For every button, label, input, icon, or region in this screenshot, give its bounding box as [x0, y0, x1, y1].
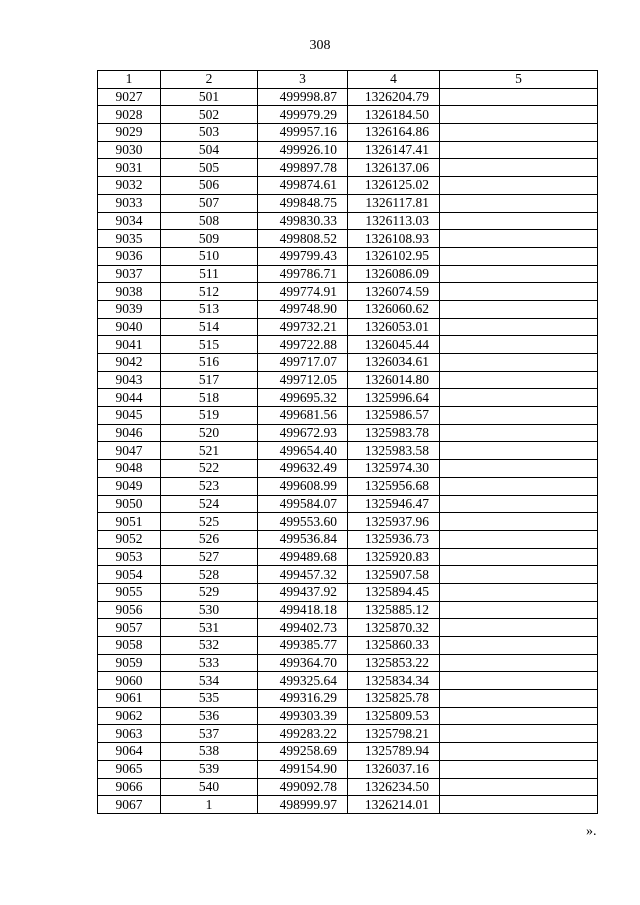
- table-cell: 539: [161, 760, 258, 778]
- table-row: [98, 354, 598, 372]
- table-cell: 1326060.62: [348, 300, 440, 318]
- table-cell: 1325946.47: [348, 495, 440, 513]
- table-cell: 9046: [98, 424, 161, 442]
- table-cell: [440, 760, 598, 778]
- table-cell: [440, 177, 598, 195]
- table-cell: 527: [161, 548, 258, 566]
- page-number: 308: [309, 38, 331, 53]
- table-cell: 523: [161, 477, 258, 495]
- table-cell: 498999.97: [258, 796, 348, 814]
- table-cell: [440, 283, 598, 301]
- table-cell: 499437.92: [258, 583, 348, 601]
- table-cell: 9057: [98, 619, 161, 637]
- table-cell: [440, 460, 598, 478]
- table-cell: [440, 106, 598, 124]
- table-cell: 499926.10: [258, 141, 348, 159]
- table-cell: 519: [161, 407, 258, 425]
- table-cell: [440, 583, 598, 601]
- table-row: [98, 318, 598, 336]
- table-cell: [440, 778, 598, 796]
- table-row: [98, 637, 598, 655]
- table-row: [98, 389, 598, 407]
- table-cell: 517: [161, 371, 258, 389]
- table-cell: 1326102.95: [348, 247, 440, 265]
- table-row: [98, 725, 598, 743]
- table-cell: 9047: [98, 442, 161, 460]
- table-cell: 506: [161, 177, 258, 195]
- table-cell: 499632.49: [258, 460, 348, 478]
- table-cell: 9033: [98, 194, 161, 212]
- table-cell: 9062: [98, 707, 161, 725]
- table-cell: 9040: [98, 318, 161, 336]
- table-cell: 9056: [98, 601, 161, 619]
- table-cell: 518: [161, 389, 258, 407]
- table-cell: [440, 743, 598, 761]
- table-row: [98, 247, 598, 265]
- table-row: [98, 460, 598, 478]
- table-cell: 9027: [98, 88, 161, 106]
- table-cell: 508: [161, 212, 258, 230]
- table-cell: 9049: [98, 477, 161, 495]
- table-cell: [440, 265, 598, 283]
- table-cell: 532: [161, 637, 258, 655]
- table-cell: 499654.40: [258, 442, 348, 460]
- table-cell: 499283.22: [258, 725, 348, 743]
- table-cell: [440, 513, 598, 531]
- table-cell: 522: [161, 460, 258, 478]
- table-row: [98, 141, 598, 159]
- table-cell: [440, 407, 598, 425]
- table-cell: 526: [161, 530, 258, 548]
- table-cell: 9028: [98, 106, 161, 124]
- table-cell: 1325974.30: [348, 460, 440, 478]
- table-cell: [440, 212, 598, 230]
- table-cell: 9043: [98, 371, 161, 389]
- table-cell: 509: [161, 230, 258, 248]
- table-row: [98, 336, 598, 354]
- table-row: [98, 760, 598, 778]
- table-cell: 499489.68: [258, 548, 348, 566]
- table-cell: 1325936.73: [348, 530, 440, 548]
- table-cell: 499712.05: [258, 371, 348, 389]
- table-cell: [440, 530, 598, 548]
- table-cell: 1325789.94: [348, 743, 440, 761]
- table-cell: 1325894.45: [348, 583, 440, 601]
- table-cell: 1325809.53: [348, 707, 440, 725]
- table-cell: 1325937.96: [348, 513, 440, 531]
- table-cell: [440, 601, 598, 619]
- table-row: [98, 88, 598, 106]
- table-cell: 499848.75: [258, 194, 348, 212]
- table-cell: 9053: [98, 548, 161, 566]
- table-cell: 1326125.02: [348, 177, 440, 195]
- table-cell: 1325834.34: [348, 672, 440, 690]
- table-cell: [440, 141, 598, 159]
- table-cell: 507: [161, 194, 258, 212]
- table-cell: 9054: [98, 566, 161, 584]
- table-cell: 499874.61: [258, 177, 348, 195]
- table-cell: 540: [161, 778, 258, 796]
- table-row: [98, 513, 598, 531]
- table-row: [98, 177, 598, 195]
- table-row: [98, 778, 598, 796]
- table-cell: [440, 566, 598, 584]
- table-cell: 9030: [98, 141, 161, 159]
- table-cell: 9032: [98, 177, 161, 195]
- table-cell: [440, 495, 598, 513]
- table-cell: 499672.93: [258, 424, 348, 442]
- table-body: [98, 88, 598, 813]
- table-cell: 9037: [98, 265, 161, 283]
- table-cell: 1326204.79: [348, 88, 440, 106]
- table-cell: 1325885.12: [348, 601, 440, 619]
- table-cell: 9045: [98, 407, 161, 425]
- table-cell: [440, 637, 598, 655]
- table-cell: 1326117.81: [348, 194, 440, 212]
- table-cell: 1326214.01: [348, 796, 440, 814]
- table-cell: 9029: [98, 124, 161, 142]
- table-cell: 499154.90: [258, 760, 348, 778]
- column-header-5: 5: [440, 71, 598, 89]
- table-cell: 499722.88: [258, 336, 348, 354]
- table-cell: [440, 619, 598, 637]
- table-cell: 499316.29: [258, 690, 348, 708]
- table-cell: 525: [161, 513, 258, 531]
- table-cell: 499998.87: [258, 88, 348, 106]
- table-cell: 515: [161, 336, 258, 354]
- table-cell: [440, 796, 598, 814]
- table-cell: 499325.64: [258, 672, 348, 690]
- table-cell: 9044: [98, 389, 161, 407]
- table-cell: 9034: [98, 212, 161, 230]
- table-cell: 501: [161, 88, 258, 106]
- table-cell: 1325920.83: [348, 548, 440, 566]
- table-cell: [440, 725, 598, 743]
- table-cell: 9052: [98, 530, 161, 548]
- table-cell: 9061: [98, 690, 161, 708]
- table-cell: 9048: [98, 460, 161, 478]
- table-cell: 535: [161, 690, 258, 708]
- table-cell: 1326234.50: [348, 778, 440, 796]
- table-cell: 9059: [98, 654, 161, 672]
- table-cell: 513: [161, 300, 258, 318]
- table-cell: 1326034.61: [348, 354, 440, 372]
- closing-quote-mark: ».: [586, 824, 597, 839]
- table-cell: 528: [161, 566, 258, 584]
- table-cell: 1325870.32: [348, 619, 440, 637]
- table-row: [98, 230, 598, 248]
- table-cell: [440, 336, 598, 354]
- table-cell: 1326074.59: [348, 283, 440, 301]
- table-cell: [440, 247, 598, 265]
- table-cell: 499457.32: [258, 566, 348, 584]
- table-cell: 521: [161, 442, 258, 460]
- table-cell: 499799.43: [258, 247, 348, 265]
- table-row: [98, 477, 598, 495]
- table-cell: 499717.07: [258, 354, 348, 372]
- table-cell: 499608.99: [258, 477, 348, 495]
- table-cell: 1325956.68: [348, 477, 440, 495]
- table-cell: [440, 690, 598, 708]
- table-cell: 9067: [98, 796, 161, 814]
- column-header-4: 4: [348, 71, 440, 89]
- table-cell: [440, 318, 598, 336]
- table-cell: 504: [161, 141, 258, 159]
- table-row: [98, 106, 598, 124]
- table-cell: 499418.18: [258, 601, 348, 619]
- table-cell: [440, 354, 598, 372]
- table-cell: 1326137.06: [348, 159, 440, 177]
- table-cell: 9065: [98, 760, 161, 778]
- table-cell: [440, 654, 598, 672]
- coordinates-table: [97, 70, 598, 814]
- table-row: [98, 619, 598, 637]
- table-cell: 499808.52: [258, 230, 348, 248]
- table-cell: [440, 389, 598, 407]
- table-cell: 524: [161, 495, 258, 513]
- table-cell: 9064: [98, 743, 161, 761]
- table-cell: [440, 194, 598, 212]
- table-cell: 9055: [98, 583, 161, 601]
- table-cell: [440, 88, 598, 106]
- table-cell: 536: [161, 707, 258, 725]
- table-cell: [440, 300, 598, 318]
- table-cell: 510: [161, 247, 258, 265]
- table-cell: 512: [161, 283, 258, 301]
- column-header-1: 1: [98, 71, 161, 89]
- table-cell: 499830.33: [258, 212, 348, 230]
- table-cell: 1326108.93: [348, 230, 440, 248]
- table-cell: 1326184.50: [348, 106, 440, 124]
- table-cell: [440, 707, 598, 725]
- table-cell: 516: [161, 354, 258, 372]
- table-cell: 499748.90: [258, 300, 348, 318]
- table-cell: 1326113.03: [348, 212, 440, 230]
- table-cell: 9038: [98, 283, 161, 301]
- table-cell: 1325798.21: [348, 725, 440, 743]
- table-row: [98, 796, 598, 814]
- table-cell: 1325853.22: [348, 654, 440, 672]
- table-cell: 499385.77: [258, 637, 348, 655]
- table-cell: 1326164.86: [348, 124, 440, 142]
- table-cell: 9042: [98, 354, 161, 372]
- table-cell: 1325907.58: [348, 566, 440, 584]
- table-cell: [440, 424, 598, 442]
- table-cell: 1325983.58: [348, 442, 440, 460]
- table-row: [98, 194, 598, 212]
- table-cell: 1325860.33: [348, 637, 440, 655]
- table-row: [98, 212, 598, 230]
- table-cell: 537: [161, 725, 258, 743]
- table-row: [98, 371, 598, 389]
- table-cell: 533: [161, 654, 258, 672]
- table-row: [98, 654, 598, 672]
- table-row: [98, 583, 598, 601]
- table-cell: 499786.71: [258, 265, 348, 283]
- table-cell: [440, 442, 598, 460]
- table-cell: 499092.78: [258, 778, 348, 796]
- table-row: [98, 283, 598, 301]
- table-cell: 520: [161, 424, 258, 442]
- table-row: [98, 442, 598, 460]
- table-cell: 1325983.78: [348, 424, 440, 442]
- table-cell: 9031: [98, 159, 161, 177]
- table-cell: 499979.29: [258, 106, 348, 124]
- table-cell: 9058: [98, 637, 161, 655]
- table-cell: 499258.69: [258, 743, 348, 761]
- table-cell: 9041: [98, 336, 161, 354]
- table-cell: 1326037.16: [348, 760, 440, 778]
- column-header-3: 3: [258, 71, 348, 89]
- table-cell: 9036: [98, 247, 161, 265]
- table-cell: [440, 159, 598, 177]
- table-row: [98, 265, 598, 283]
- table-cell: 1326086.09: [348, 265, 440, 283]
- table-cell: 503: [161, 124, 258, 142]
- table-cell: 9050: [98, 495, 161, 513]
- table-cell: 502: [161, 106, 258, 124]
- table-cell: 1325825.78: [348, 690, 440, 708]
- table-cell: 499402.73: [258, 619, 348, 637]
- table-row: [98, 495, 598, 513]
- table-cell: 530: [161, 601, 258, 619]
- table-cell: 529: [161, 583, 258, 601]
- table-row: [98, 159, 598, 177]
- table-row: [98, 530, 598, 548]
- table-row: [98, 300, 598, 318]
- table-cell: 534: [161, 672, 258, 690]
- table-cell: [440, 548, 598, 566]
- table-cell: 9063: [98, 725, 161, 743]
- table-cell: 531: [161, 619, 258, 637]
- table-cell: 9066: [98, 778, 161, 796]
- table-cell: 9060: [98, 672, 161, 690]
- table-cell: 499303.39: [258, 707, 348, 725]
- table-row: [98, 707, 598, 725]
- table-cell: 499774.91: [258, 283, 348, 301]
- table-cell: 499364.70: [258, 654, 348, 672]
- table-cell: 514: [161, 318, 258, 336]
- table-cell: 1325996.64: [348, 389, 440, 407]
- table-row: [98, 690, 598, 708]
- table-row: [98, 548, 598, 566]
- table-cell: 1: [161, 796, 258, 814]
- table-cell: 1326014.80: [348, 371, 440, 389]
- table-cell: 499695.32: [258, 389, 348, 407]
- column-header-2: 2: [161, 71, 258, 89]
- table-cell: 9039: [98, 300, 161, 318]
- table-cell: 499536.84: [258, 530, 348, 548]
- table-row: [98, 566, 598, 584]
- table-cell: 499897.78: [258, 159, 348, 177]
- table-cell: 9035: [98, 230, 161, 248]
- table-cell: 511: [161, 265, 258, 283]
- table-cell: [440, 477, 598, 495]
- table-row: [98, 407, 598, 425]
- table-cell: 1325986.57: [348, 407, 440, 425]
- table-cell: [440, 672, 598, 690]
- table-row: [98, 124, 598, 142]
- table-cell: 505: [161, 159, 258, 177]
- table-cell: 538: [161, 743, 258, 761]
- table-cell: 499732.21: [258, 318, 348, 336]
- table-cell: [440, 371, 598, 389]
- table-cell: [440, 124, 598, 142]
- table-header-row: [98, 71, 598, 89]
- table-row: [98, 672, 598, 690]
- table-row: [98, 424, 598, 442]
- table-cell: 499553.60: [258, 513, 348, 531]
- table-cell: 1326147.41: [348, 141, 440, 159]
- table-row: [98, 743, 598, 761]
- table-row: [98, 601, 598, 619]
- table-cell: [440, 230, 598, 248]
- table-cell: 499957.16: [258, 124, 348, 142]
- table-cell: 499584.07: [258, 495, 348, 513]
- table-cell: 1326045.44: [348, 336, 440, 354]
- table-cell: 499681.56: [258, 407, 348, 425]
- table-cell: 1326053.01: [348, 318, 440, 336]
- table-cell: 9051: [98, 513, 161, 531]
